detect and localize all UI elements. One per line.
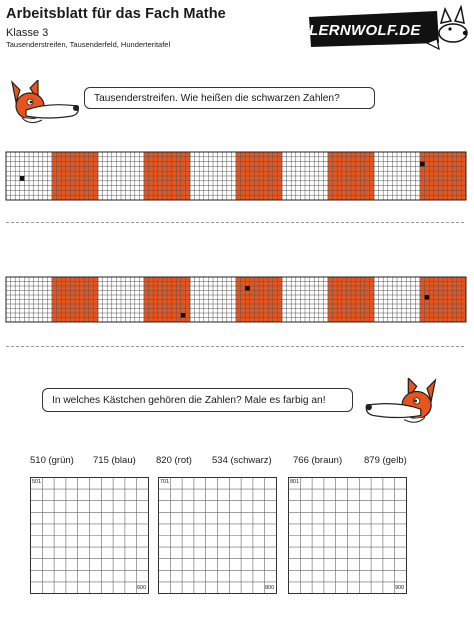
wolf-mascot-icon — [8, 80, 84, 130]
thousand-strip-2 — [6, 277, 466, 322]
board-3-end: 900 — [395, 585, 405, 591]
strip-block — [190, 277, 236, 322]
strip-block — [52, 152, 98, 200]
board-3-start: 801 — [290, 479, 300, 485]
number-label-yellow: 879 (gelb) — [364, 455, 407, 466]
hundred-board-1[interactable] — [30, 477, 150, 595]
strip-block — [282, 152, 328, 200]
grade-label: Klasse 3 — [6, 27, 49, 39]
black-square — [245, 286, 250, 291]
black-square — [425, 295, 430, 300]
strip-block — [6, 277, 52, 322]
number-label-black: 534 (schwarz) — [212, 455, 272, 466]
hundred-board-3[interactable] — [288, 477, 408, 595]
strip-block — [328, 152, 374, 200]
worksheet-title: Arbeitsblatt für das Fach Mathe — [6, 6, 226, 22]
number-label-red: 820 (rot) — [156, 455, 192, 466]
hundred-board-2[interactable] — [158, 477, 278, 595]
task1-prompt: Tausenderstreifen. Wie heißen die schwarzen Zahlen? — [94, 92, 340, 104]
task2-speech-bubble — [42, 388, 353, 412]
strip-block — [144, 152, 190, 200]
board-2-end: 800 — [265, 585, 275, 591]
task1-speech-bubble — [84, 87, 375, 109]
number-label-blue: 715 (blau) — [93, 455, 136, 466]
thousand-strip-1 — [6, 152, 466, 200]
answer-line-1 — [6, 222, 464, 223]
strip-block — [420, 152, 466, 200]
strip-block — [282, 277, 328, 322]
strip-block — [190, 152, 236, 200]
strip-block — [98, 152, 144, 200]
board-2-start: 701 — [160, 479, 170, 485]
worksheet-subtitle: Tausenderstreifen, Tausenderfeld, Hunderteritafel — [6, 40, 171, 49]
number-label-green: 510 (grün) — [30, 455, 74, 466]
number-label-brown: 766 (braun) — [293, 455, 343, 466]
strip-block — [328, 277, 374, 322]
answer-line-2 — [6, 346, 464, 347]
black-square — [20, 176, 25, 181]
wolf-mascot-icon — [360, 378, 440, 430]
strip-block — [6, 152, 52, 200]
strip-block — [98, 277, 144, 322]
strip-block — [374, 277, 420, 322]
strip-block — [52, 277, 98, 322]
board-1-end: 600 — [137, 585, 147, 591]
logo-text: LERNWOLF.DE — [309, 22, 421, 39]
black-square — [181, 313, 186, 318]
strip-block — [374, 152, 420, 200]
black-square — [420, 162, 425, 167]
task2-prompt: In welches Kästchen gehören die Zahlen? Male es farbig an! — [52, 394, 326, 406]
board-1-start: 501 — [32, 479, 42, 485]
strip-block — [236, 152, 282, 200]
strip-block — [236, 277, 282, 322]
